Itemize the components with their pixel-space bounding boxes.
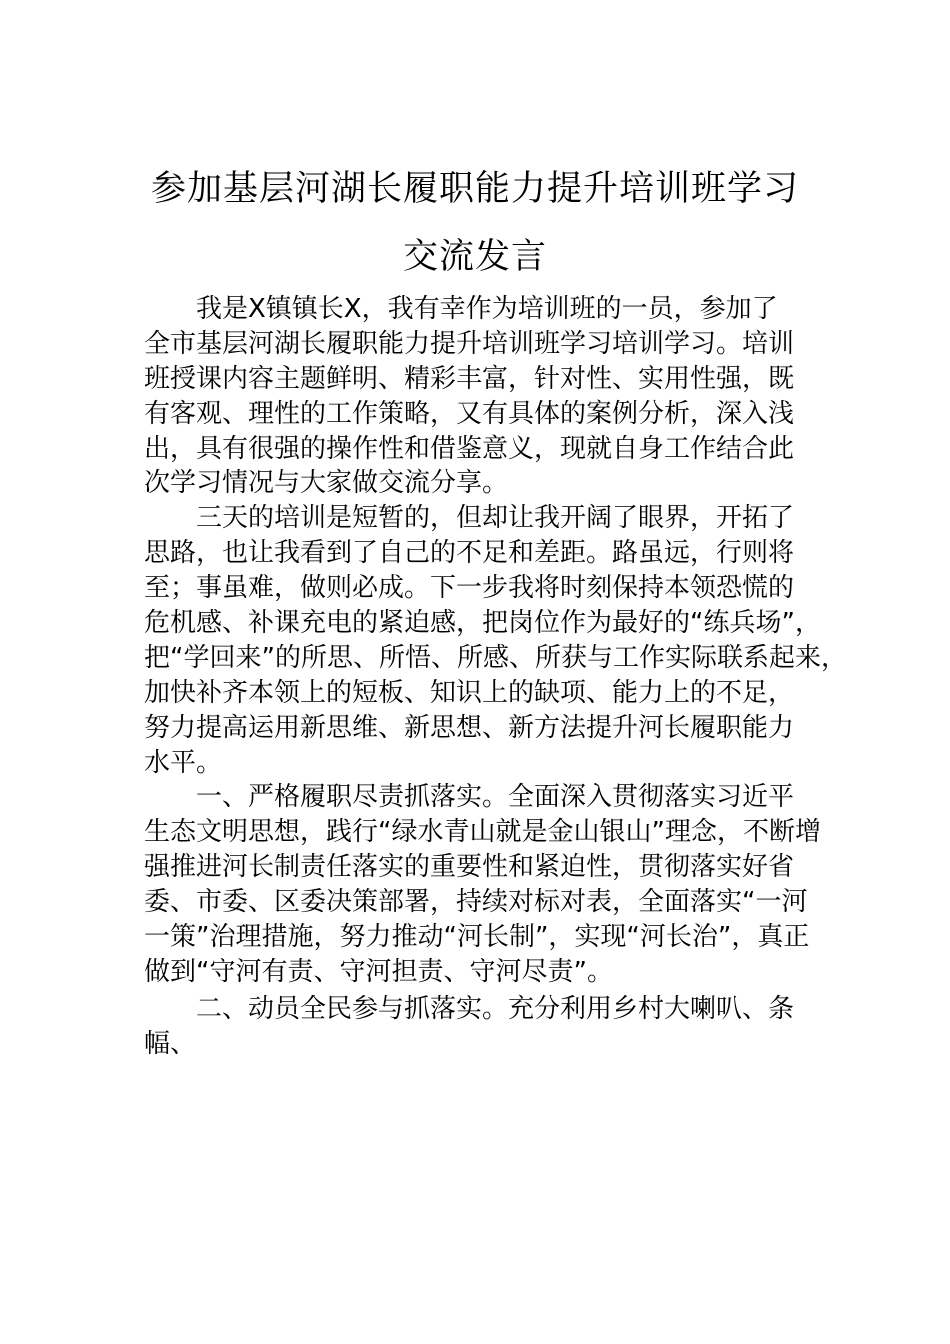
paragraph-line: 出，具有很强的操作性和借鉴意义，现就自身工作结合此 [144, 433, 795, 464]
paragraph-line: 班授课内容主题鲜明、精彩丰富，针对性、实用性强，既 [144, 363, 795, 394]
document-body [144, 292, 847, 1062]
paragraph-line: 委、市委、区委决策部署，持续对标对表，全面落实“一河 [144, 887, 808, 918]
paragraph-line: 有客观、理性的工作策略，又有具体的案例分析，深入浅 [144, 398, 795, 429]
paragraph-line: 幅、 [144, 1028, 197, 1059]
paragraph-3 [144, 780, 844, 989]
paragraph-1 [144, 292, 844, 501]
paragraph-2 [144, 501, 847, 780]
document-title-line-1: 参加基层河湖长履职能力提升培训班学习 [150, 169, 799, 209]
paragraph-line: 思路，也让我看到了自己的不足和差距。路虽远，行则将 [144, 538, 795, 569]
paragraph-line: 强推进河长制责任落实的重要性和紧迫性，贯彻落实好省 [144, 852, 795, 883]
paragraph-line: 我是X镇镇长X，我有幸作为培训班的一员，参加了 [196, 294, 778, 324]
paragraph-line: 努力提高运用新思维、新思想、新方法提升河长履职能力 [144, 712, 795, 743]
paragraph-line: 一、严格履职尽责抓落实。全面深入贯彻落实习近平 [196, 782, 795, 813]
paragraph-line: 加快补齐本领上的短板、知识上的缺项、能力上的不足， [144, 677, 795, 708]
paragraph-line: 生态文明思想，践行“绿水青山就是金山银山”理念，不断增 [144, 817, 821, 848]
paragraph-line: 全市基层河湖长履职能力提升培训班学习培训学习。培训 [144, 328, 795, 359]
paragraph-4 [144, 992, 844, 1062]
paragraph-line: 水平。 [144, 747, 223, 778]
paragraph-line: 把“学回来”的所思、所悟、所感、所获与工作实际联系起来， [144, 642, 847, 673]
paragraph-line: 做到“守河有责、守河担责、守河尽责”。 [144, 956, 613, 987]
paragraph-line: 次学习情况与大家做交流分享。 [144, 468, 509, 499]
paragraph-line: 三天的培训是短暂的，但却让我开阔了眼界，开拓了 [196, 503, 795, 534]
paragraph-line: 危机感、补课充电的紧迫感，把岗位作为最好的“练兵场”， [144, 608, 821, 639]
paragraph-line: 至；事虽难，做则必成。下一步我将时刻保持本领恐慌的 [144, 573, 795, 604]
paragraph-line: 一策”治理措施，努力推动“河长制”，实现“河长治”，真正 [144, 922, 810, 953]
paragraph-line: 二、动员全民参与抓落实。充分利用乡村大喇叭、条 [196, 993, 795, 1024]
document-title-line-2: 交流发言 [402, 237, 547, 277]
